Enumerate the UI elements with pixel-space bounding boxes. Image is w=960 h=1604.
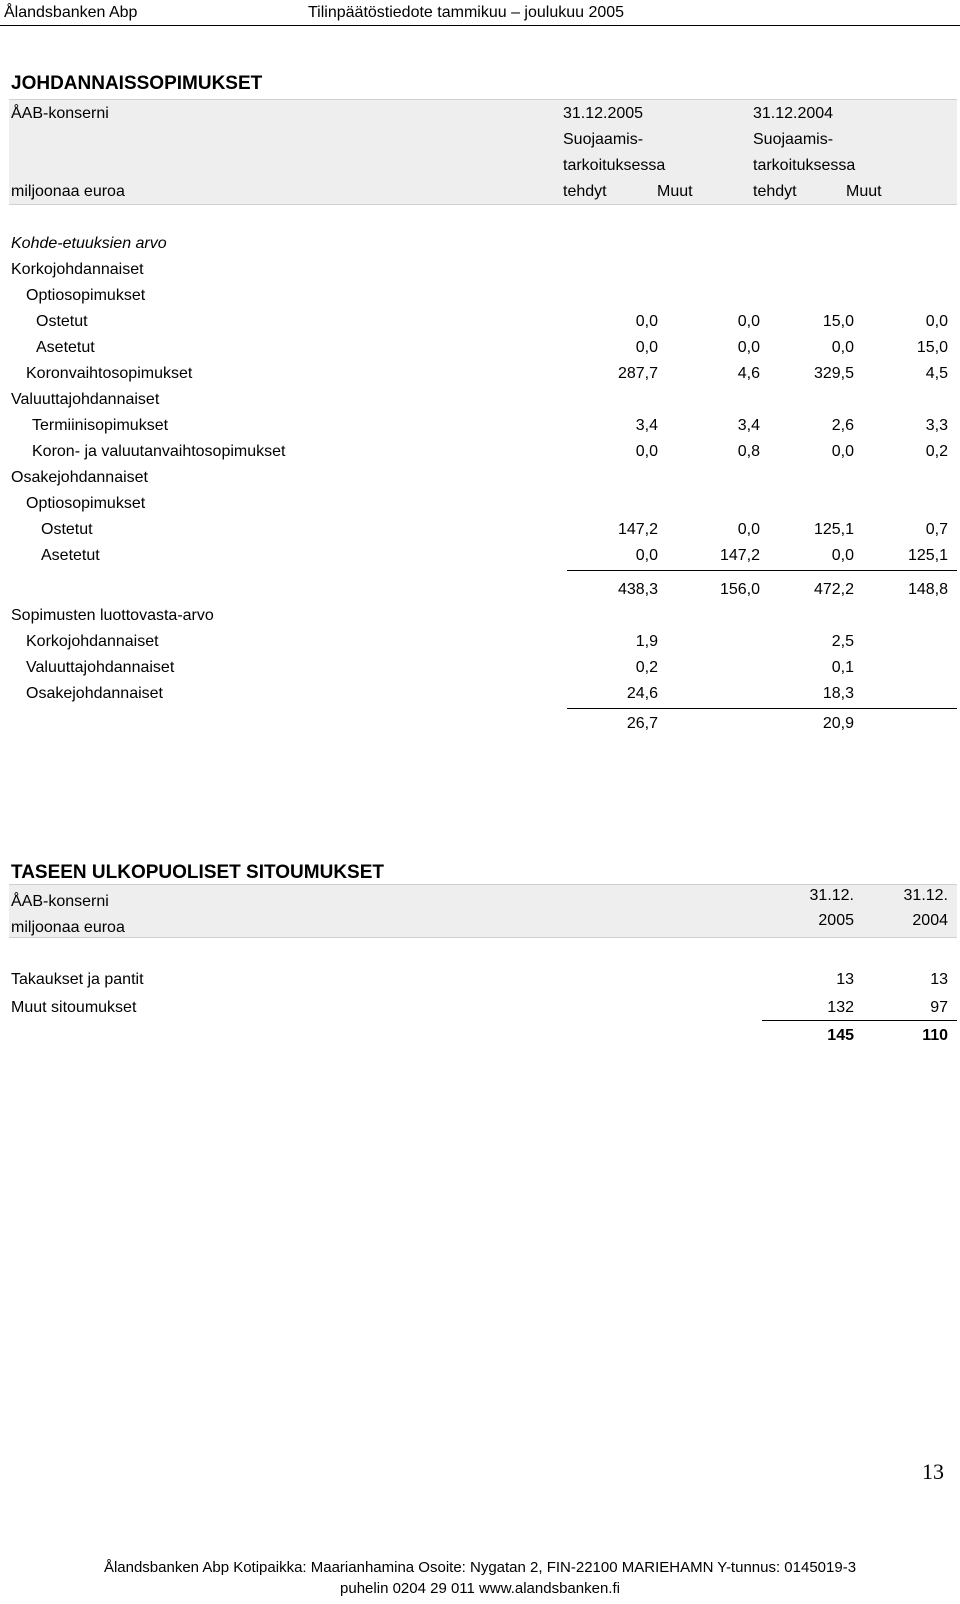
row-label: Optiosopimukset bbox=[26, 287, 146, 304]
cell-value: 132 bbox=[827, 999, 854, 1016]
commitments-col2-line1: 31.12. bbox=[903, 887, 948, 904]
derivatives-date-2005: 31.12.2005 bbox=[563, 105, 644, 122]
table-row bbox=[0, 715, 960, 739]
other-2004-header: Muut bbox=[846, 183, 882, 200]
table-row bbox=[0, 495, 960, 519]
commitments-unit-label: miljoonaa euroa bbox=[11, 919, 125, 936]
row-label: Kohde-etuuksien arvo bbox=[11, 235, 167, 252]
cell-value: 0,0 bbox=[737, 339, 760, 356]
cell-value: 0,0 bbox=[737, 521, 760, 538]
row-label: Ostetut bbox=[36, 313, 88, 330]
row-label: Sopimusten luottovasta-arvo bbox=[11, 607, 214, 624]
cell-value: 15,0 bbox=[916, 339, 948, 356]
table-row bbox=[0, 607, 960, 631]
cell-value: 18,3 bbox=[822, 685, 854, 702]
header-rule bbox=[0, 25, 960, 26]
cell-value: 147,2 bbox=[719, 547, 760, 564]
cell-value: 148,8 bbox=[907, 581, 948, 598]
footer-contact: puhelin 0204 29 011 www.alandsbanken.fi bbox=[340, 1580, 620, 1597]
table-row bbox=[0, 521, 960, 545]
subtotal-rule bbox=[762, 1020, 957, 1021]
cell-value: 24,6 bbox=[626, 685, 658, 702]
cell-value: 13 bbox=[930, 971, 948, 988]
table-row bbox=[0, 685, 960, 709]
cell-value: 0,0 bbox=[635, 313, 658, 330]
cell-value: 0,0 bbox=[635, 443, 658, 460]
derivatives-group-label: ÅAB-konserni bbox=[11, 105, 109, 122]
table-row bbox=[0, 1027, 960, 1051]
cell-value: 0,0 bbox=[635, 547, 658, 564]
cell-value: 287,7 bbox=[617, 365, 658, 382]
cell-value: 0,1 bbox=[831, 659, 854, 676]
row-label: Koron- ja valuutanvaihtosopimukset bbox=[32, 443, 286, 460]
cell-value: 329,5 bbox=[813, 365, 854, 382]
row-label: Ostetut bbox=[41, 521, 93, 538]
hedge-2005-line3: tehdyt bbox=[563, 183, 607, 200]
table-row bbox=[0, 261, 960, 285]
commitments-col2-line2: 2004 bbox=[912, 912, 948, 929]
cell-value: 0,0 bbox=[635, 339, 658, 356]
table-row bbox=[0, 659, 960, 683]
table-row bbox=[0, 581, 960, 605]
cell-value: 3,3 bbox=[925, 417, 948, 434]
cell-value: 0,0 bbox=[831, 339, 854, 356]
table-row bbox=[0, 313, 960, 337]
cell-value: 125,1 bbox=[813, 521, 854, 538]
other-2005-header: Muut bbox=[657, 183, 693, 200]
table-row bbox=[0, 971, 960, 995]
cell-value: 4,5 bbox=[925, 365, 948, 382]
hedge-2005-line2: tarkoituksessa bbox=[563, 157, 666, 174]
table-row bbox=[0, 417, 960, 441]
row-label: Asetetut bbox=[41, 547, 100, 564]
table-row bbox=[0, 633, 960, 657]
table-row bbox=[0, 365, 960, 389]
cell-value: 156,0 bbox=[719, 581, 760, 598]
subtotal-rule bbox=[567, 570, 957, 571]
cell-value: 0,0 bbox=[925, 313, 948, 330]
derivatives-date-2004: 31.12.2004 bbox=[753, 105, 834, 122]
cell-value: 97 bbox=[930, 999, 948, 1016]
table-row bbox=[0, 235, 960, 259]
commitments-group-label: ÅAB-konserni bbox=[11, 893, 109, 910]
cell-value: 26,7 bbox=[626, 715, 658, 732]
cell-value: 2,6 bbox=[831, 417, 854, 434]
row-label: Asetetut bbox=[36, 339, 95, 356]
cell-value: 438,3 bbox=[617, 581, 658, 598]
cell-value: 0,0 bbox=[831, 547, 854, 564]
cell-value: 110 bbox=[922, 1027, 948, 1044]
cell-value: 0,7 bbox=[925, 521, 948, 538]
table-row bbox=[0, 469, 960, 493]
cell-value: 4,6 bbox=[737, 365, 760, 382]
row-label: Optiosopimukset bbox=[26, 495, 146, 512]
cell-value: 15,0 bbox=[822, 313, 854, 330]
cell-value: 145 bbox=[827, 1027, 854, 1044]
row-label: Koronvaihtosopimukset bbox=[26, 365, 193, 382]
row-label: Valuuttajohdannaiset bbox=[11, 391, 160, 408]
header-company: Ålandsbanken Abp bbox=[4, 4, 138, 21]
footer-address: Ålandsbanken Abp Kotipaikka: Maarianhamina Osoite: Nygatan 2, FIN-22100 MARIEHAMN Y-tunnus: 0145019-3 bbox=[103, 1559, 857, 1576]
cell-value: 3,4 bbox=[635, 417, 658, 434]
cell-value: 2,5 bbox=[831, 633, 854, 650]
row-label: Osakejohdannaiset bbox=[11, 469, 148, 486]
table-row bbox=[0, 339, 960, 363]
hedge-2004-line1: Suojaamis- bbox=[753, 131, 834, 148]
cell-value: 3,4 bbox=[737, 417, 760, 434]
hedge-2004-line2: tarkoituksessa bbox=[753, 157, 856, 174]
table-row bbox=[0, 443, 960, 467]
cell-value: 0,0 bbox=[831, 443, 854, 460]
row-label: Valuuttajohdannaiset bbox=[26, 659, 175, 676]
cell-value: 0,2 bbox=[635, 659, 658, 676]
header-report-title: Tilinpäätöstiedote tammikuu – joulukuu 2005 bbox=[308, 4, 625, 21]
commitments-col1-line1: 31.12. bbox=[809, 887, 854, 904]
cell-value: 0,2 bbox=[925, 443, 948, 460]
subtotal-rule bbox=[567, 708, 957, 709]
commitments-title: TASEEN ULKOPUOLISET SITOUMUKSET bbox=[11, 862, 384, 883]
cell-value: 147,2 bbox=[617, 521, 658, 538]
page-number: 13 bbox=[922, 1459, 944, 1484]
hedge-2004-line3: tehdyt bbox=[753, 183, 797, 200]
cell-value: 1,9 bbox=[635, 633, 658, 650]
cell-value: 20,9 bbox=[822, 715, 854, 732]
row-label: Korkojohdannaiset bbox=[26, 633, 159, 650]
row-label: Termiinisopimukset bbox=[32, 417, 169, 434]
table-row bbox=[0, 547, 960, 571]
row-label: Korkojohdannaiset bbox=[11, 261, 144, 278]
row-label: Takaukset ja pantit bbox=[11, 971, 144, 988]
table-row bbox=[0, 287, 960, 311]
cell-value: 125,1 bbox=[907, 547, 948, 564]
derivatives-unit-label: miljoonaa euroa bbox=[11, 183, 125, 200]
derivatives-title: JOHDANNAISSOPIMUKSET bbox=[11, 73, 263, 94]
row-label: Muut sitoumukset bbox=[11, 999, 137, 1016]
cell-value: 0,8 bbox=[737, 443, 760, 460]
cell-value: 0,0 bbox=[737, 313, 760, 330]
cell-value: 472,2 bbox=[813, 581, 854, 598]
table-row bbox=[0, 391, 960, 415]
commitments-col1-line2: 2005 bbox=[818, 912, 854, 929]
hedge-2005-line1: Suojaamis- bbox=[563, 131, 644, 148]
cell-value: 13 bbox=[836, 971, 854, 988]
row-label: Osakejohdannaiset bbox=[26, 685, 163, 702]
